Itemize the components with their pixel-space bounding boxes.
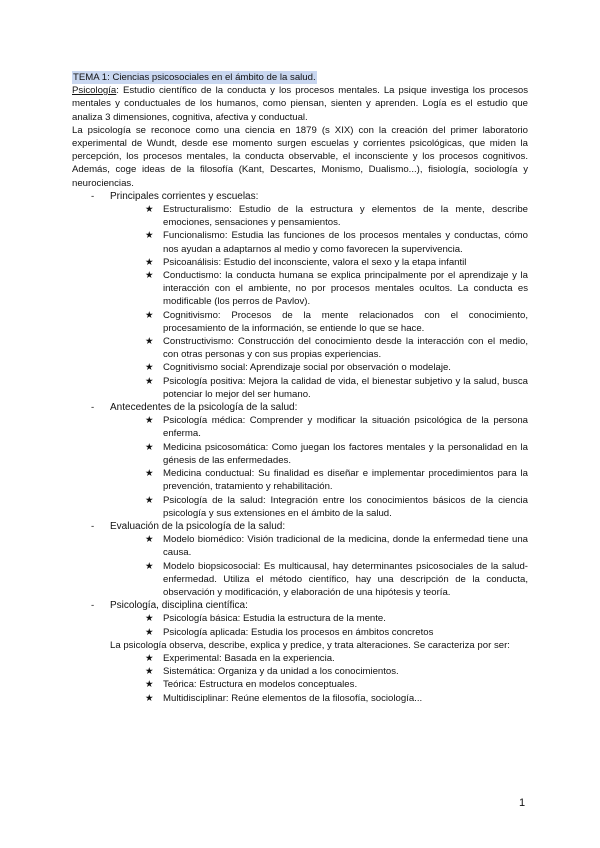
item-text: Psicología aplicada: Estudia los procesos en ámbitos concretos xyxy=(163,626,434,638)
item-text: Modelo biopsicosocial: Es multicausal, hay determinantes psicosociales de la salud-enfermedad. Utiliza el método científico, hay una descripción de la conducta, observación y modificación, y elaboración de una hipótesis y teoría. xyxy=(163,560,528,598)
list-item xyxy=(145,467,528,493)
star-icon: ★ xyxy=(145,309,154,321)
star-icon: ★ xyxy=(145,652,154,664)
item-text: Psicología básica: Estudia la estructura de la mente. xyxy=(163,613,386,625)
star-icon: ★ xyxy=(145,415,154,427)
item-text: Psicología positiva: Mejora la calidad de vida, el bienestar subjetivo y la salud, busca potenciar lo mejor del ser humano. xyxy=(163,375,528,400)
list-item xyxy=(145,612,528,625)
star-icon: ★ xyxy=(145,441,154,453)
section-list xyxy=(72,190,528,705)
star-icon: ★ xyxy=(145,560,154,572)
star-icon: ★ xyxy=(145,362,154,374)
star-icon: ★ xyxy=(145,256,154,268)
item-text: Psicoanálisis: Estudio del inconsciente, valora el sexo y la etapa infantil xyxy=(163,256,467,268)
item-text: Conductismo: la conducta humana se explica principalmente por el aprendizaje y la interacción con el ambiente, no por procesos mentales ocultos. La conducta es modificable (los perros de Pavlov). xyxy=(163,270,528,308)
star-icon: ★ xyxy=(145,626,154,638)
item-text: Cognitivismo: Procesos de la mente relacionados con el conocimiento, procesamiento de la información, se entiende lo que se hace. xyxy=(163,309,528,334)
star-icon: ★ xyxy=(145,204,154,216)
history-paragraph: La psicología se reconoce como una ciencia en 1879 (s XIX) con la creación del primer laboratorio experimental de Wundt, desde ese momento surgen escuelas y corrientes psicológicas, que miden la percepción, los procesos mentales, la conducta observable, el inconsciente y los procesos cognitivos. Además, coge ideas de la filosofía (Kant, Descartes, Monismo, Dualismo...), fisiología, sociología y neurociencias. xyxy=(72,124,528,189)
star-icon: ★ xyxy=(145,270,154,282)
star-icon: ★ xyxy=(145,494,154,506)
item-text: Funcionalismo: Estudia las funciones de los procesos mentales y conductas, cómo nos ayudan a adaptarnos al medio y como favorecen la supervivencia. xyxy=(163,230,528,255)
page-number: 1 xyxy=(519,797,526,809)
list-item xyxy=(145,678,528,691)
list-item xyxy=(145,692,528,705)
item-text: Teórica: Estructura en modelos conceptuales. xyxy=(163,679,358,691)
dash-bullet: - xyxy=(91,190,95,202)
list-item xyxy=(145,256,528,269)
item-list xyxy=(110,652,528,705)
list-item xyxy=(145,269,528,309)
list-item xyxy=(145,203,528,229)
star-icon: ★ xyxy=(145,692,154,704)
list-item xyxy=(145,533,528,559)
section-heading: Principales corrientes y escuelas: xyxy=(110,190,259,202)
list-item xyxy=(145,375,528,401)
list-item xyxy=(145,229,528,255)
item-text: Multidisciplinar: Reúne elementos de la filosofía, sociología... xyxy=(163,692,423,704)
document-title: TEMA 1: Ciencias psicosociales en el ámbito de la salud. xyxy=(73,72,316,83)
list-item xyxy=(145,652,528,665)
star-icon: ★ xyxy=(145,613,154,625)
dash-bullet: - xyxy=(91,402,95,414)
item-text: Modelo biomédico: Visión tradicional de la medicina, donde la enfermedad tiene una causa. xyxy=(163,534,528,559)
intro-definition: : Estudio científico de la conducta y los procesos mentales. La psique investiga los procesos mentales y conductuales de los humanos, como piensan, sienten y aprenden. Logía es el estudio que analiza 3 dimensiones, cognitiva, afectiva y conductual. xyxy=(72,85,528,123)
item-list xyxy=(110,414,528,520)
section-heading: Psicología, disciplina científica: xyxy=(110,600,248,612)
item-text: Psicología médica: Comprender y modificar la situación psicológica de la persona enferma. xyxy=(163,415,528,440)
star-icon: ★ xyxy=(145,336,154,348)
list-item xyxy=(145,414,528,440)
document-page xyxy=(72,71,528,705)
item-text: Constructivismo: Construcción del conocimiento desde la interacción con el medio, con otras personas y con sus propias experiencias. xyxy=(163,336,528,361)
intro-paragraph xyxy=(72,84,528,124)
star-icon: ★ xyxy=(145,468,154,480)
item-list xyxy=(110,612,528,638)
star-icon: ★ xyxy=(145,230,154,242)
list-item xyxy=(145,335,528,361)
list-item xyxy=(145,626,528,639)
intro-term: Psicología xyxy=(72,85,117,97)
item-list xyxy=(110,203,528,401)
section-heading: Antecedentes de la psicología de la salud: xyxy=(110,402,298,414)
list-item xyxy=(145,361,528,374)
list-item xyxy=(145,309,528,335)
item-text: Estructuralismo: Estudio de la estructura y elementos de la mente, describe emociones, sensaciones y pensamientos. xyxy=(163,204,528,229)
section-disciplina xyxy=(72,599,528,705)
section-corrientes xyxy=(72,190,528,401)
list-item xyxy=(145,494,528,520)
dash-bullet: - xyxy=(91,600,95,612)
section-antecedentes xyxy=(72,401,528,520)
item-text: Sistemática: Organiza y da unidad a los conocimientos. xyxy=(163,666,399,678)
list-item xyxy=(145,665,528,678)
item-text: Medicina psicosomática: Como juegan los factores mentales y la personalidad en la génesis de las enfermedades. xyxy=(163,441,528,466)
item-list xyxy=(110,533,528,599)
section-heading: Evaluación de la psicología de la salud: xyxy=(110,520,286,532)
item-text: Cognitivismo social: Aprendizaje social por observación o modelaje. xyxy=(163,362,451,374)
star-icon: ★ xyxy=(145,375,154,387)
section-evaluacion xyxy=(72,520,528,599)
characteristics-paragraph: La psicología observa, describe, explica y predice, y trata alteraciones. Se caracteriza por ser: xyxy=(110,639,510,651)
star-icon: ★ xyxy=(145,679,154,691)
dash-bullet: - xyxy=(91,520,95,532)
star-icon: ★ xyxy=(145,666,154,678)
item-text: Experimental: Basada en la experiencia. xyxy=(163,652,335,664)
item-text: Psicología de la salud: Integración entre los conocimientos básicos de la ciencia psicología y sus extensiones en el ámbito de la salud. xyxy=(163,494,528,519)
item-text: Medicina conductual: Su finalidad es diseñar e implementar procedimientos para la prevención, tratamiento y rehabilitación. xyxy=(163,468,528,493)
star-icon: ★ xyxy=(145,534,154,546)
list-item xyxy=(145,560,528,600)
list-item xyxy=(145,441,528,467)
